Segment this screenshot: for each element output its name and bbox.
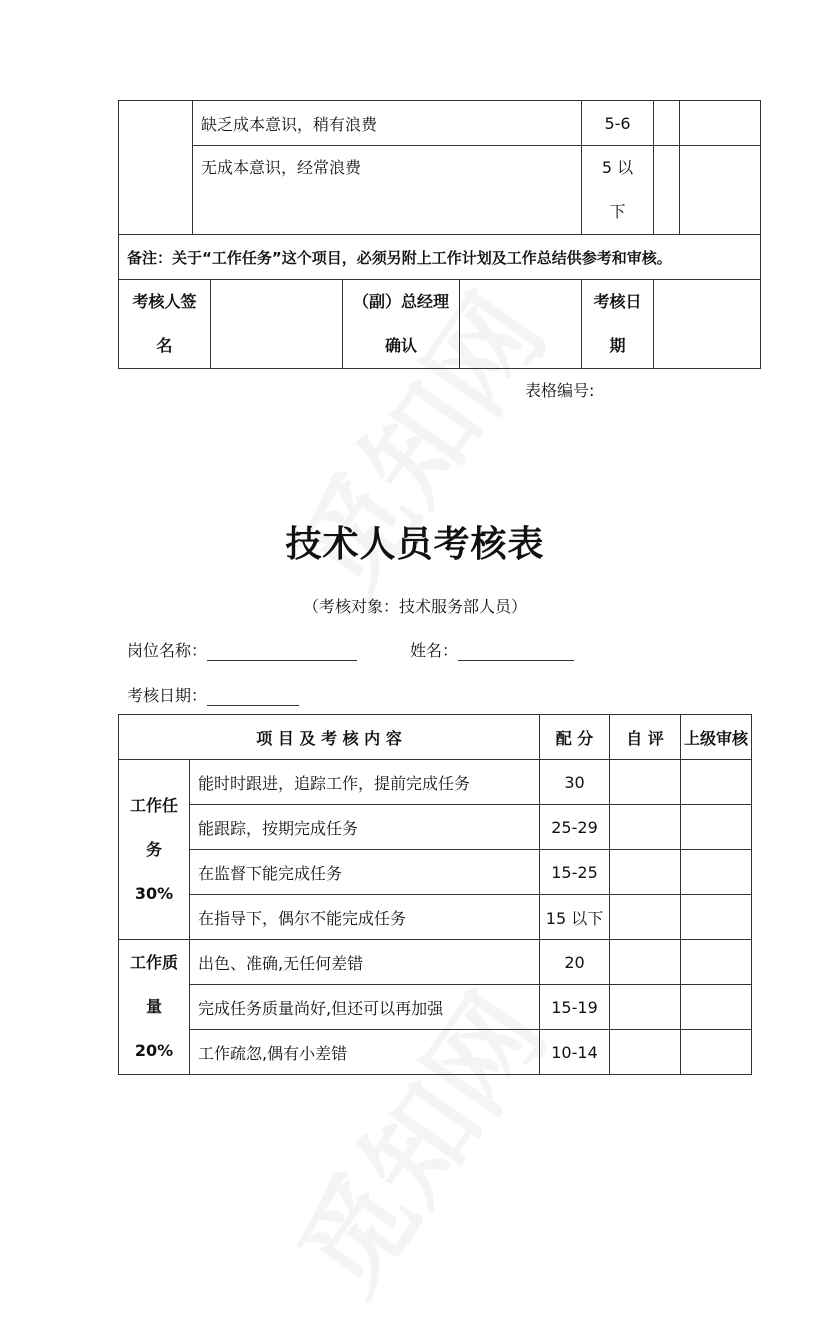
name-field (410, 638, 574, 661)
assessment-date-label (582, 280, 654, 369)
category-line: 量 (145, 997, 162, 1016)
header-self-eval: 自 评 (610, 715, 681, 760)
label-line: 确认 (384, 336, 417, 355)
page-subtitle: （考核对象：技术服务部人员） (302, 597, 527, 616)
self-score-cell[interactable] (654, 146, 680, 235)
criteria-desc: 完成任务质量尚好,但还可以再加强 (190, 985, 540, 1030)
criteria-desc: 在监督下能完成任务 (190, 850, 540, 895)
criteria-score: 15-25 (540, 850, 610, 895)
criteria-score: 5-6 (582, 101, 654, 146)
criteria-score: 15 以下 (540, 895, 610, 940)
header-score: 配 分 (540, 715, 610, 760)
header-superior-review: 上级审核 (681, 715, 752, 760)
superior-score-cell[interactable] (681, 760, 752, 805)
technical-staff-assessment-table (118, 714, 752, 1075)
criteria-score: 20 (540, 940, 610, 985)
category-line: 工作任 (129, 795, 178, 815)
criteria-desc: 出色、准确,无任何差错 (190, 940, 540, 985)
self-score-cell[interactable] (610, 760, 681, 805)
assessment-date-label: 考核日期： (127, 686, 208, 705)
label-line: （副）总经理 (352, 292, 449, 311)
criteria-desc: 无成本意识，经常浪费 (193, 146, 582, 235)
self-score-cell[interactable] (610, 895, 681, 940)
post-name-field (127, 638, 357, 661)
superior-score-cell[interactable] (681, 1030, 752, 1075)
category-line: 工作质 (129, 953, 178, 972)
category-line: 30% (134, 883, 174, 903)
note-row: 备注：关于“工作任务”这个项目，必须另附上工作计划及工作总结供参考和审核。 (119, 235, 761, 280)
score-line: 5 以 (601, 158, 634, 177)
label-line: 名 (156, 336, 173, 355)
name-label: 姓名： (410, 641, 459, 660)
self-score-cell[interactable] (610, 985, 681, 1030)
superior-score-cell[interactable] (681, 940, 752, 985)
post-name-label: 岗位名称： (127, 641, 208, 660)
category-cell-empty (119, 101, 193, 235)
criteria-desc: 能跟踪，按期完成任务 (190, 805, 540, 850)
category-work-quality (119, 940, 190, 1075)
criteria-score (582, 146, 654, 235)
superior-score-cell[interactable] (681, 895, 752, 940)
previous-assessment-table (118, 100, 761, 369)
label-line: 考核人签 (132, 292, 197, 311)
header-item: 项 目 及 考 核 内 容 (119, 715, 540, 760)
form-number-label: 表格编号: (525, 381, 595, 400)
category-line: 20% (134, 1041, 174, 1060)
self-score-cell[interactable] (610, 1030, 681, 1075)
label-line: 考核日 (593, 292, 642, 311)
self-score-cell[interactable] (610, 940, 681, 985)
superior-score-cell[interactable] (680, 146, 761, 235)
criteria-score: 30 (540, 760, 610, 805)
label-line: 期 (609, 336, 626, 355)
self-score-cell[interactable] (654, 101, 680, 146)
superior-score-cell[interactable] (680, 101, 761, 146)
page-title: 技术人员考核表 (285, 524, 545, 565)
manager-confirm-field[interactable] (460, 280, 582, 369)
criteria-desc: 缺乏成本意识，稍有浪费 (193, 101, 582, 146)
criteria-desc: 能时时跟进，追踪工作，提前完成任务 (190, 760, 540, 805)
post-name-input[interactable] (207, 642, 357, 661)
superior-score-cell[interactable] (681, 985, 752, 1030)
superior-score-cell[interactable] (681, 850, 752, 895)
category-line: 务 (145, 839, 162, 859)
score-line: 下 (609, 202, 626, 221)
criteria-score: 15-19 (540, 985, 610, 1030)
manager-confirm-label (343, 280, 460, 369)
category-work-task (119, 760, 190, 940)
assessor-signature-field[interactable] (211, 280, 343, 369)
assessment-date-field (127, 683, 299, 706)
criteria-desc: 在指导下，偶尔不能完成任务 (190, 895, 540, 940)
criteria-score: 25-29 (540, 805, 610, 850)
criteria-score: 10-14 (540, 1030, 610, 1075)
criteria-desc: 工作疏忽,偶有小差错 (190, 1030, 540, 1075)
assessor-signature-label (119, 280, 211, 369)
name-input[interactable] (458, 642, 574, 661)
superior-score-cell[interactable] (681, 805, 752, 850)
self-score-cell[interactable] (610, 805, 681, 850)
assessment-date-input[interactable] (207, 687, 299, 706)
self-score-cell[interactable] (610, 850, 681, 895)
assessment-date-field[interactable] (654, 280, 761, 369)
